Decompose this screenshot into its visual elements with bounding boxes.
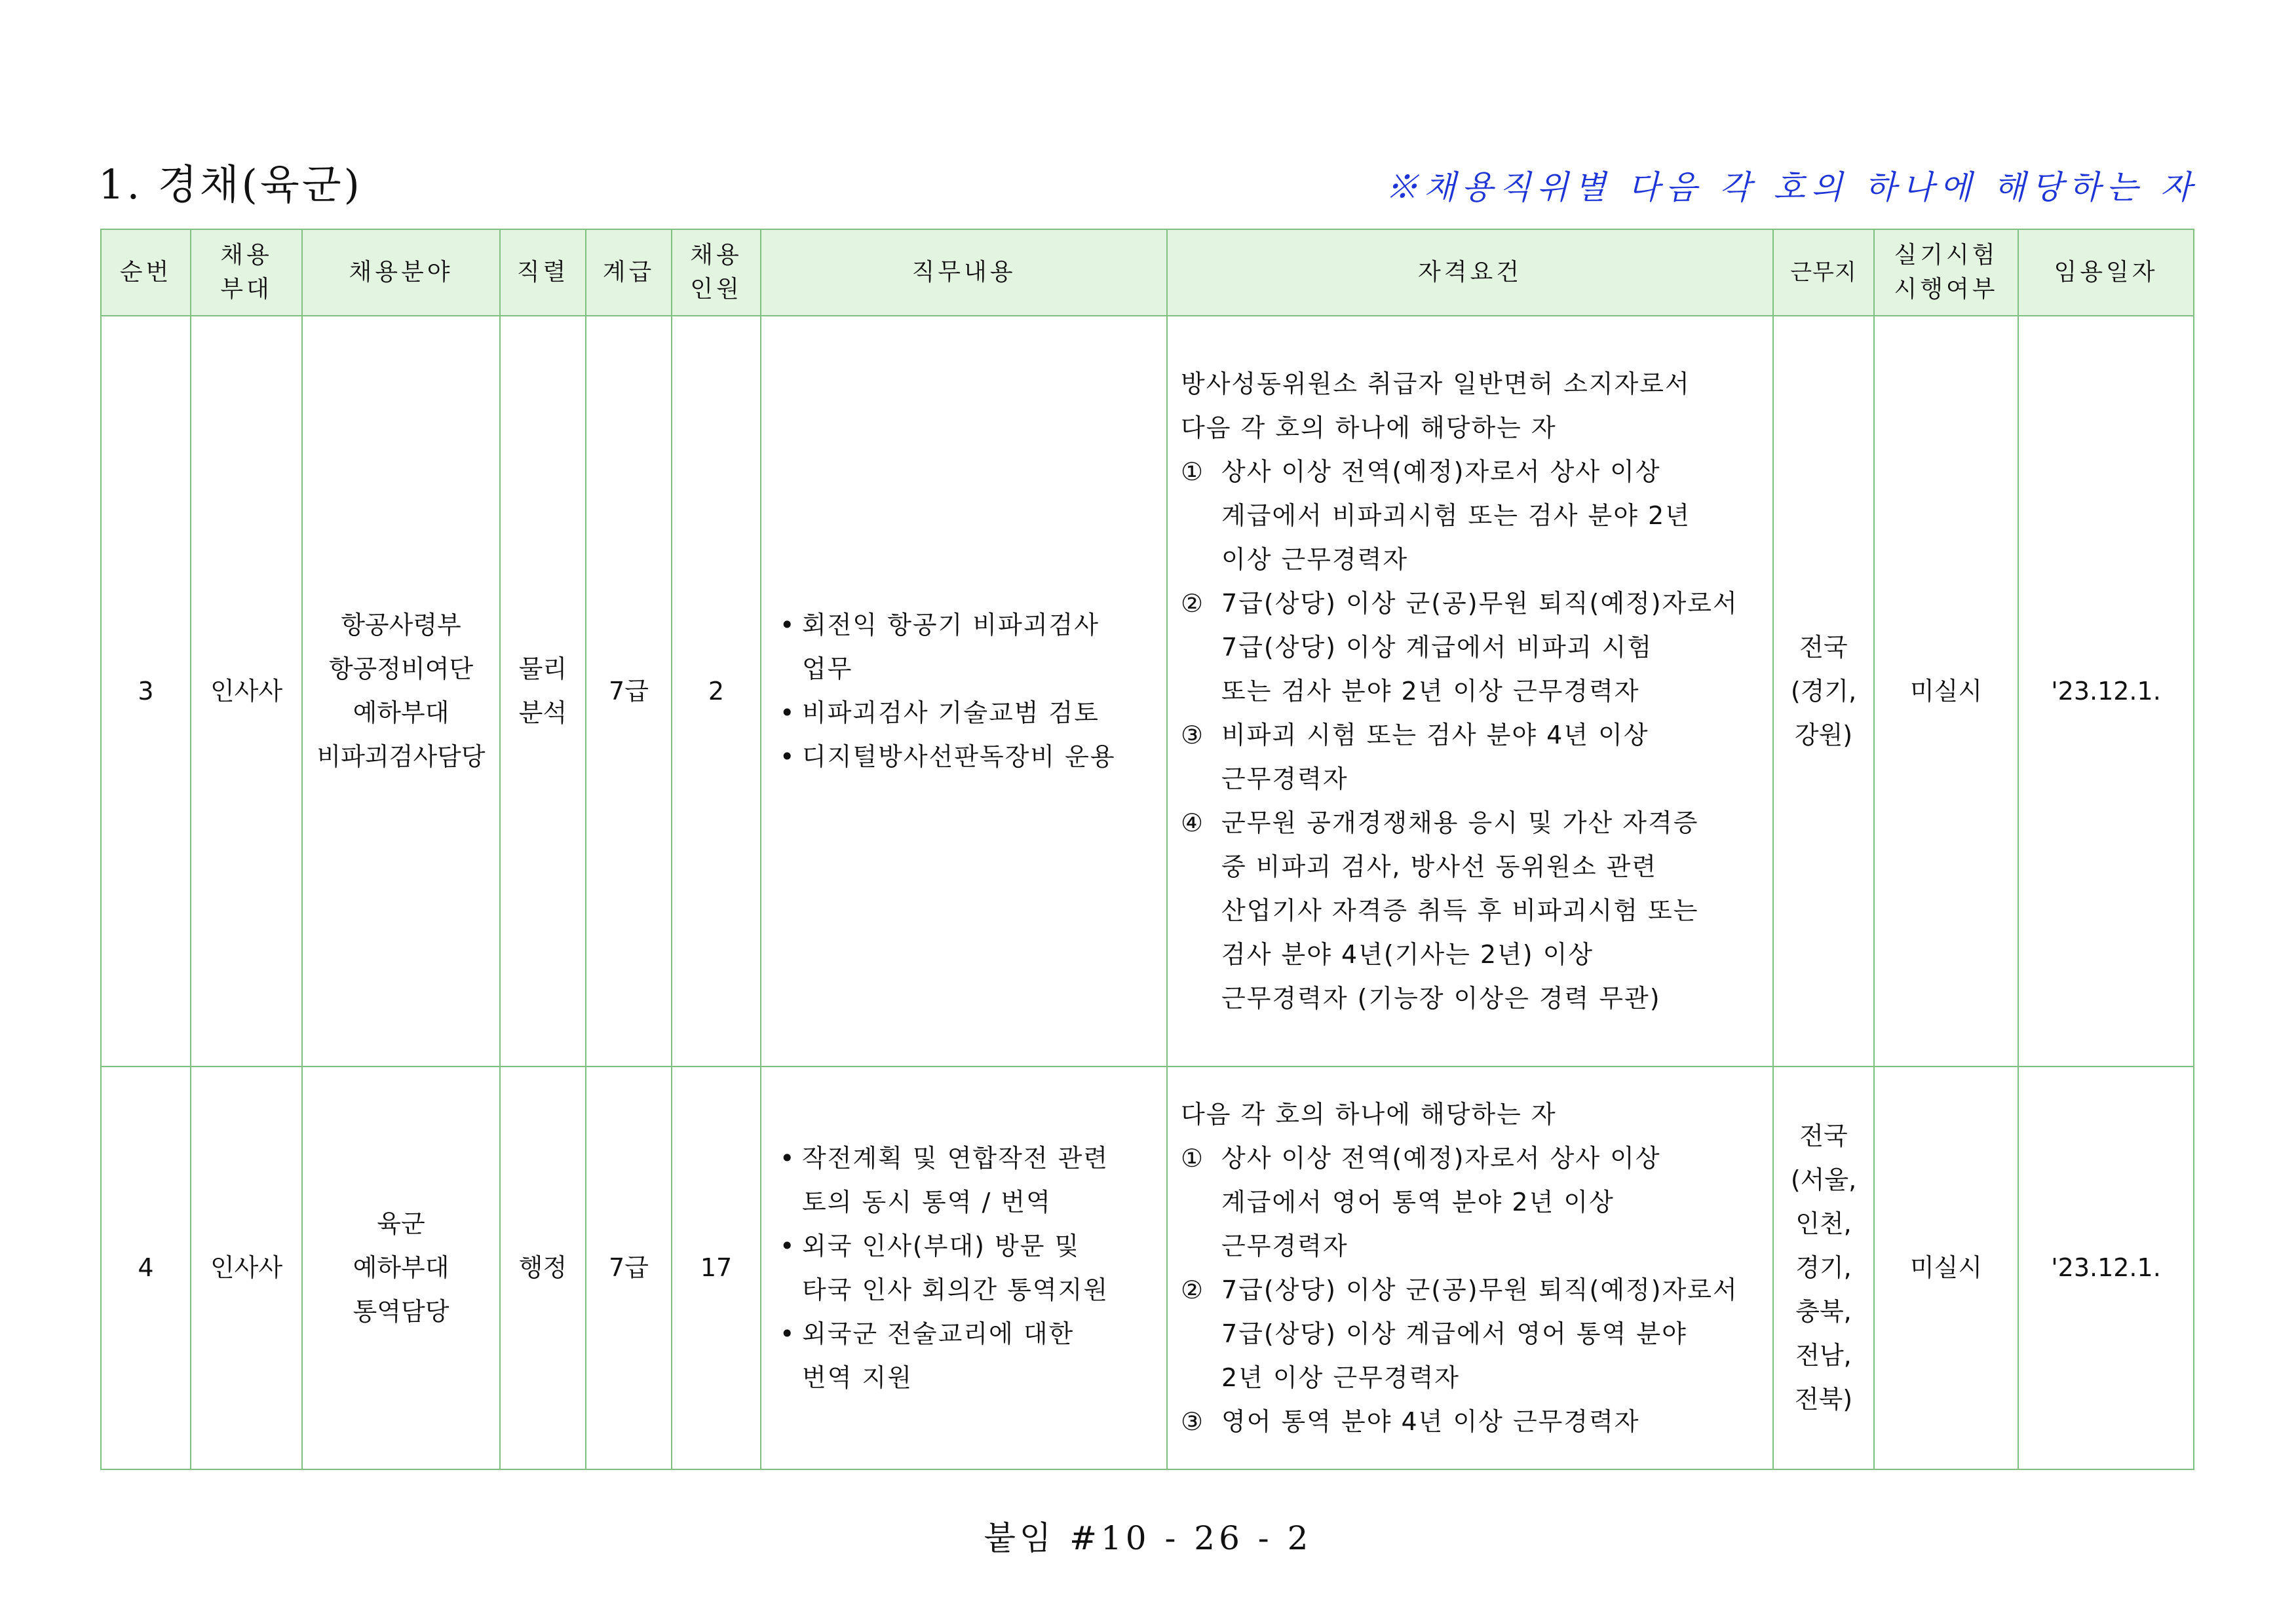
duty-line: 토의 동시 통역 / 번역 (802, 1187, 1052, 1217)
qual-line: 또는 검사 분야 2년 이상 근무경력자 (1221, 676, 1640, 706)
location-line: (서울, (1790, 1165, 1857, 1194)
cell-unit: 인사사 (191, 316, 302, 1067)
field-line: 항공사령부 (341, 611, 461, 639)
page-title: 1. 경채(육군) (98, 161, 362, 208)
qual-list (1181, 1137, 1759, 1444)
col-header-headcount (672, 229, 761, 316)
cell-qualifications (1167, 1067, 1773, 1469)
location-line: 전남, (1795, 1341, 1852, 1370)
location-line: 전북) (1794, 1385, 1853, 1414)
qual-line: 이상 근무경력자 (1221, 544, 1409, 574)
qual-intro-line: 방사성동위원소 취급자 일반면허 소지자로서 (1181, 369, 1691, 398)
table-row (101, 316, 2194, 1067)
bullet-icon: • (780, 611, 796, 639)
duty-item (775, 1137, 1153, 1224)
qual-line: 중 비파괴 검사, 방사선 동위원소 관련 (1221, 852, 1658, 881)
qual-line: 계급에서 비파괴시험 또는 검사 분야 2년 (1221, 500, 1691, 530)
duty-item (775, 691, 1153, 735)
qual-line: 비파괴 시험 또는 검사 분야 4년 이상 (1221, 720, 1649, 749)
series-line: 행정 (518, 1253, 567, 1282)
location-line: 강원) (1794, 720, 1853, 749)
cell-no: 4 (101, 1067, 191, 1469)
location-line: 전국 (1799, 1122, 1848, 1150)
field-line: 항공정비여단 (328, 654, 474, 683)
field-line: 육군 (377, 1209, 425, 1238)
col-header-grade: 계급 (586, 229, 672, 316)
duty-item (775, 603, 1153, 691)
cell-no: 3 (101, 316, 191, 1067)
col-header-start: 임용일자 (2018, 229, 2194, 316)
series-line: 물리 (518, 654, 567, 683)
col-header-qualifications: 자격요건 (1167, 229, 1773, 316)
duty-line: 작전계획 및 연합작전 관련 (802, 1143, 1109, 1173)
col-header-practical (1874, 229, 2018, 316)
qual-line: 근무경력자 (기능장 이상은 경력 무관) (1221, 983, 1661, 1013)
location-line: 충북, (1795, 1297, 1852, 1326)
cell-duties (761, 1067, 1167, 1469)
series-line: 분석 (518, 698, 567, 727)
location-line: 경기, (1795, 1253, 1852, 1282)
bullet-icon: • (780, 1143, 796, 1173)
qual-number: ② (1181, 588, 1205, 618)
col-header-unit-line: 부대 (220, 276, 273, 303)
qual-intro-line: 다음 각 호의 하나에 해당하는 자 (1181, 413, 1557, 442)
duty-line: 타국 인사 회의간 통역지원 (802, 1275, 1109, 1304)
cell-practical: 미실시 (1874, 316, 2018, 1067)
location-line: 인천, (1795, 1209, 1852, 1238)
duty-line: 외국 인사(부대) 방문 및 (802, 1231, 1081, 1260)
qual-line: 근무경력자 (1221, 764, 1349, 793)
location-line: (경기, (1790, 676, 1857, 706)
cell-grade: 7급 (586, 316, 672, 1067)
qual-item (1181, 1137, 1759, 1268)
recruitment-table (100, 229, 2194, 1470)
duty-list (775, 603, 1153, 779)
qual-line: 7급(상당) 이상 계급에서 영어 통역 분야 (1221, 1319, 1687, 1348)
qual-line: 7급(상당) 이상 군(공)무원 퇴직(예정)자로서 (1221, 1275, 1738, 1304)
cell-start-date: '23.12.1. (2018, 316, 2194, 1067)
qual-line: 2년 이상 근무경력자 (1221, 1363, 1460, 1392)
col-header-practical-line: 시행여부 (1894, 276, 1999, 303)
cell-headcount: 2 (672, 316, 761, 1067)
duty-item (775, 735, 1153, 779)
qual-item (1181, 801, 1759, 1021)
cell-practical: 미실시 (1874, 1067, 2018, 1469)
qual-line: 군무원 공개경쟁채용 응시 및 가산 자격증 (1221, 808, 1699, 837)
col-header-field: 채용분야 (302, 229, 500, 316)
cell-field (302, 1067, 500, 1469)
duty-item (775, 1224, 1153, 1312)
qual-line: 산업기사 자격증 취득 후 비파괴시험 또는 (1221, 896, 1699, 925)
duty-line: 외국군 전술교리에 대한 (802, 1319, 1075, 1348)
col-header-headcount-line: 채용 (690, 242, 742, 269)
qual-intro-line: 다음 각 호의 하나에 해당하는 자 (1181, 1099, 1557, 1129)
bullet-icon: • (780, 698, 796, 727)
bullet-icon: • (780, 1231, 796, 1260)
duty-line: 디지털방사선판독장비 운용 (802, 742, 1116, 771)
cell-unit: 인사사 (191, 1067, 302, 1469)
qual-line: 7급(상당) 이상 계급에서 비파괴 시험 (1221, 632, 1653, 662)
cell-qualifications (1167, 316, 1773, 1067)
qual-line: 상사 이상 전역(예정)자로서 상사 이상 (1221, 457, 1661, 486)
cell-field (302, 316, 500, 1067)
cell-duties (761, 316, 1167, 1067)
table-header-row (101, 229, 2194, 316)
qual-item (1181, 450, 1759, 582)
col-header-location: 근무지 (1773, 229, 1874, 316)
qual-number: ① (1181, 457, 1205, 486)
duty-line: 업무 (802, 654, 853, 683)
qual-item (1181, 1268, 1759, 1400)
qual-item (1181, 1400, 1759, 1444)
qual-line: 검사 분야 4년(기사는 2년) 이상 (1221, 939, 1594, 969)
qual-line: 계급에서 영어 통역 분야 2년 이상 (1221, 1187, 1615, 1217)
qual-line: 영어 통역 분야 4년 이상 근무경력자 (1221, 1407, 1640, 1436)
col-header-practical-line: 실기시험 (1894, 242, 1999, 269)
qual-number: ③ (1181, 1407, 1205, 1436)
qual-item (1181, 713, 1759, 801)
cell-series (500, 316, 586, 1067)
cell-start-date: '23.12.1. (2018, 1067, 2194, 1469)
bullet-icon: • (780, 1319, 796, 1348)
qual-number: ① (1181, 1143, 1205, 1173)
qual-number: ② (1181, 1275, 1205, 1304)
field-line: 비파괴검사담당 (316, 742, 486, 771)
location-line: 전국 (1799, 632, 1848, 662)
qual-list (1181, 450, 1759, 1021)
col-header-series: 직렬 (500, 229, 586, 316)
field-line: 예하부대 (353, 698, 450, 727)
qual-item (1181, 582, 1759, 713)
cell-location (1773, 316, 1874, 1067)
bullet-icon: • (780, 742, 796, 771)
duty-list (775, 1137, 1153, 1400)
cell-headcount: 17 (672, 1067, 761, 1469)
table-row (101, 1067, 2194, 1469)
qual-line: 근무경력자 (1221, 1231, 1349, 1260)
eligibility-note: ※채용직위별 다음 각 호의 하나에 해당하는 자 (1385, 168, 2198, 206)
col-header-unit-line: 채용 (220, 242, 273, 269)
col-header-no: 순번 (101, 229, 191, 316)
field-line: 통역담당 (353, 1297, 450, 1326)
page-number: 붙임 #10 - 26 - 2 (984, 1519, 1312, 1557)
qual-line: 7급(상당) 이상 군(공)무원 퇴직(예정)자로서 (1221, 588, 1738, 618)
duty-line: 번역 지원 (802, 1363, 913, 1392)
duty-line: 회전익 항공기 비파괴검사 (802, 611, 1100, 639)
qual-number: ③ (1181, 720, 1205, 749)
cell-series (500, 1067, 586, 1469)
field-line: 예하부대 (353, 1253, 450, 1282)
duty-item (775, 1312, 1153, 1400)
col-header-headcount-line: 인원 (690, 276, 742, 303)
cell-grade: 7급 (586, 1067, 672, 1469)
col-header-unit (191, 229, 302, 316)
cell-location (1773, 1067, 1874, 1469)
qual-line: 상사 이상 전역(예정)자로서 상사 이상 (1221, 1143, 1661, 1173)
col-header-duties: 직무내용 (761, 229, 1167, 316)
qual-number: ④ (1181, 808, 1205, 837)
duty-line: 비파괴검사 기술교범 검토 (802, 698, 1100, 727)
